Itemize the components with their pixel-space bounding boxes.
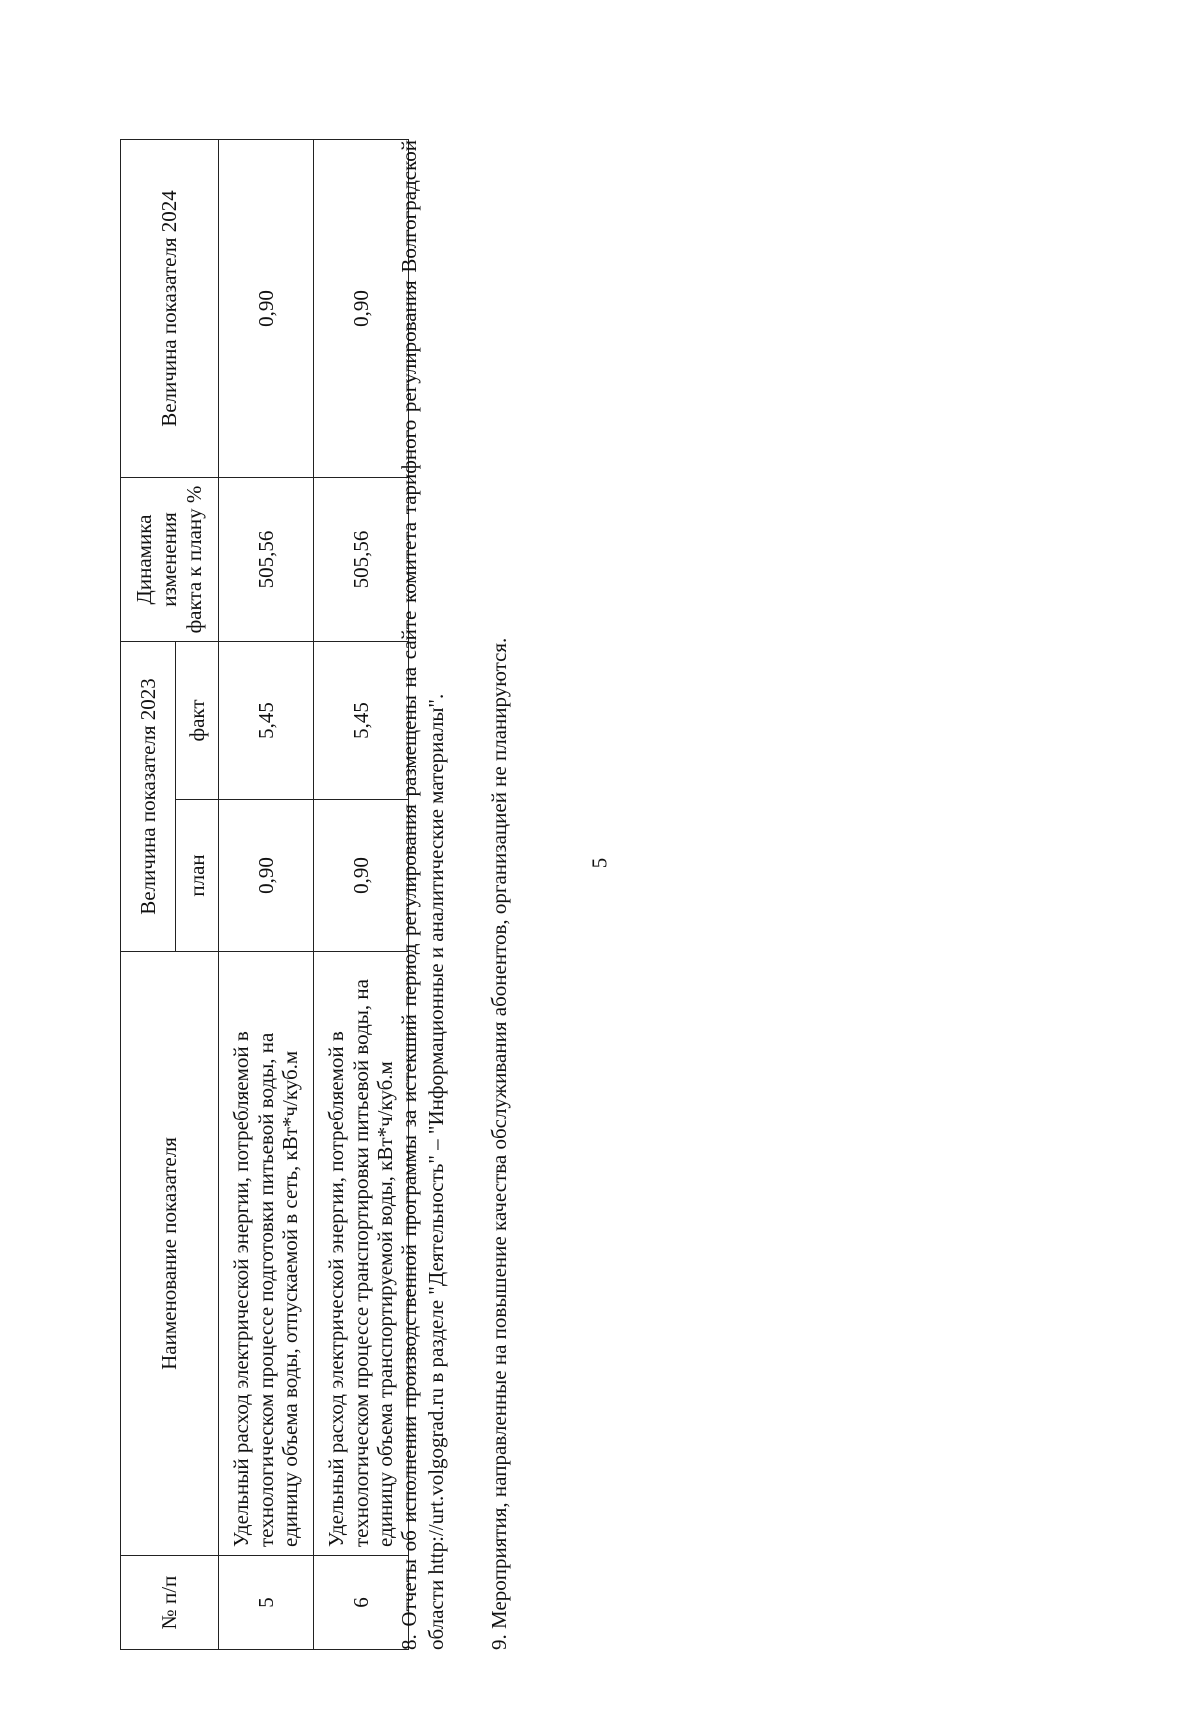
- header-num: № п/п: [121, 1556, 219, 1650]
- header-name: Наименование показателя: [121, 952, 219, 1556]
- header-dynamics: Динамика изменения факта к плану %: [121, 478, 219, 642]
- paragraph-9: 9. Мероприятия, направленные на повышение качества обслуживания абонентов, организацией не планируются.: [487, 637, 511, 1650]
- cell-num: 6: [314, 1556, 409, 1650]
- cell-name: Удельный расход электрической энергии, потребляемой в технологическом процессе подготовки питьевой воды, на единицу объема воды, отпускаемой в сеть, кВт*ч/куб.м: [219, 952, 314, 1556]
- header-plan: план: [176, 800, 219, 952]
- cell-num: 5: [219, 1556, 314, 1650]
- cell-plan: 0,90: [314, 800, 409, 952]
- cell-dynamics: 505,56: [314, 478, 409, 642]
- paragraph-8: 8. Отчеты об исполнении производственной программы за истекший период регулирования размещены на сайте комитета тарифного регулирования Волгоградской области http://urt.volgograd.ru в разделе "Деятельность" – "Информационные и аналитические материалы".: [397, 140, 448, 1650]
- rotated-content: [120, 140, 550, 1650]
- table-row: [219, 140, 314, 1650]
- cell-dynamics: 505,56: [219, 478, 314, 642]
- cell-fact: 5,45: [314, 642, 409, 800]
- header-value-2023: Величина показателя 2023: [121, 642, 176, 952]
- cell-plan: 0,90: [219, 800, 314, 952]
- cell-name: Удельный расход электрической энергии, потребляемой в технологическом процессе транспортировки питьевой воды, на единицу объема транспортируемой воды, кВт*ч/куб.м: [314, 952, 409, 1556]
- body-text: [396, 140, 513, 1650]
- cell-fact: 5,45: [219, 642, 314, 800]
- table-row: [314, 140, 409, 1650]
- header-fact: факт: [176, 642, 219, 800]
- table-header-row: [121, 140, 176, 1650]
- indicators-table: [120, 139, 409, 1650]
- header-value-2024: Величина показателя 2024: [121, 140, 219, 478]
- cell-value-2024: 0,90: [219, 140, 314, 478]
- page-number: 5: [587, 857, 612, 869]
- cell-value-2024: 0,90: [314, 140, 409, 478]
